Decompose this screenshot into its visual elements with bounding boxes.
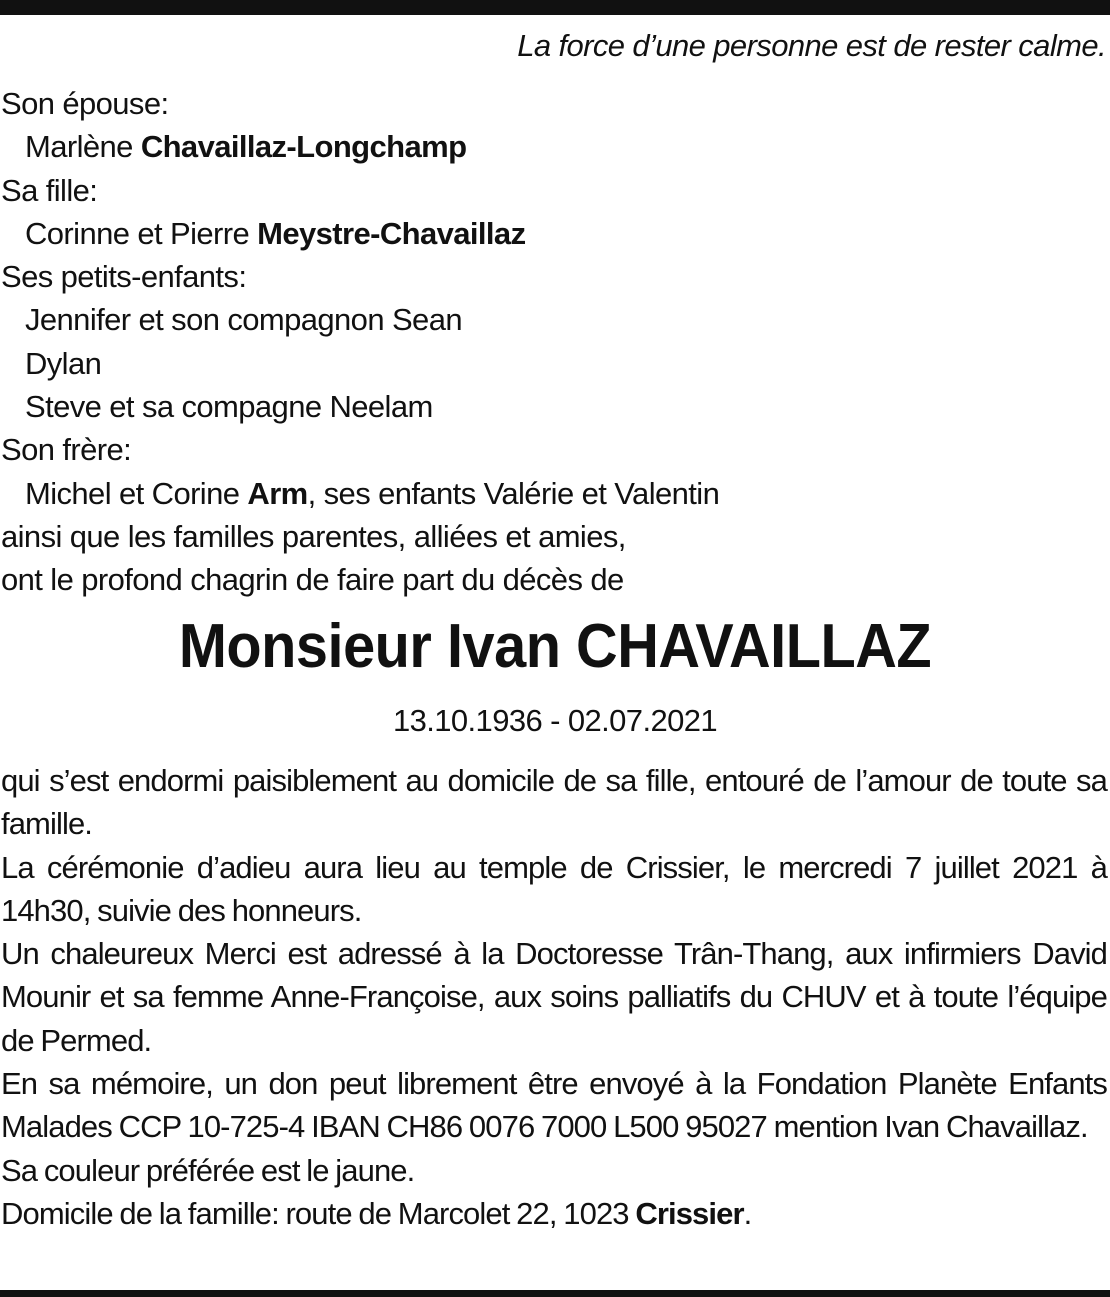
deceased-name: Monsieur Ivan CHAVAILLAZ <box>178 612 932 681</box>
brother-given-name: Michel et Corine <box>25 475 248 511</box>
daughter-surname: Meystre-Chavaillaz <box>257 215 526 251</box>
grandchild-entry: Dylan <box>25 345 102 381</box>
spouse-entry <box>1 125 1101 168</box>
spouse-heading: Son épouse: <box>1 86 169 121</box>
address-period: . <box>743 1195 752 1231</box>
grandchild-entry: Jennifer et son compagnon Sean <box>25 302 462 338</box>
grandchild-entry: Steve et sa compagne Neelam <box>25 389 433 425</box>
brother-children: , ses enfants Valérie et Valentin <box>307 475 720 511</box>
motto-quote: La force d’une personne est de rester calme. <box>517 28 1106 63</box>
announcement-line: ont le profond chagrin de faire part du décès de <box>1 562 624 598</box>
brother-entry <box>1 472 1101 515</box>
passing-paragraph: qui s’est endormi paisiblement au domicile de sa fille, entouré de l’amour de toute sa famille. <box>1 763 1107 842</box>
spouse-surname: Chavaillaz-Longchamp <box>140 129 467 165</box>
address-town: Crissier <box>635 1195 744 1231</box>
families-line: ainsi que les familles parentes, alliées et amies, <box>1 518 626 554</box>
daughter-given-name: Corinne et Pierre <box>25 215 258 251</box>
ceremony-paragraph: La cérémonie d’adieu aura lieu au temple de Crissier, le mercredi 7 juillet 2021 à 14h30, suivie des honneurs. <box>1 849 1107 928</box>
notice-body <box>1 759 1107 1235</box>
thanks-paragraph: Un chaleureux Merci est adressé à la Doctoresse Trân-Thang, aux infirmiers David Mounir et sa femme Anne-Françoise, aux soins palliatifs du CHUV et à toute l’équipe de Permed. <box>1 936 1107 1058</box>
favorite-color-paragraph: Sa couleur préférée est le jaune. <box>1 1152 415 1188</box>
brother-heading: Son frère: <box>1 432 132 468</box>
grandchildren-heading: Ses petits-enfants: <box>1 259 247 295</box>
daughter-heading: Sa fille: <box>1 172 98 208</box>
family-list <box>1 82 1101 602</box>
family-address <box>1 1192 1107 1235</box>
brother-surname: Arm <box>247 475 308 511</box>
donation-paragraph: En sa mémoire, un don peut librement être envoyé à la Fondation Planète Enfants Malades CCP 10-725-4 IBAN CH86 0076 7000 L500 95027 mention Ivan Chavaillaz. <box>1 1066 1107 1145</box>
top-rule <box>0 0 1110 15</box>
life-dates: 13.10.1936 - 02.07.2021 <box>392 703 718 738</box>
address-text: Domicile de la famille: route de Marcolet 22, 1023 <box>1 1195 636 1231</box>
daughter-entry <box>1 212 1101 255</box>
bottom-rule <box>0 1290 1110 1297</box>
spouse-given-name: Marlène <box>25 129 141 165</box>
